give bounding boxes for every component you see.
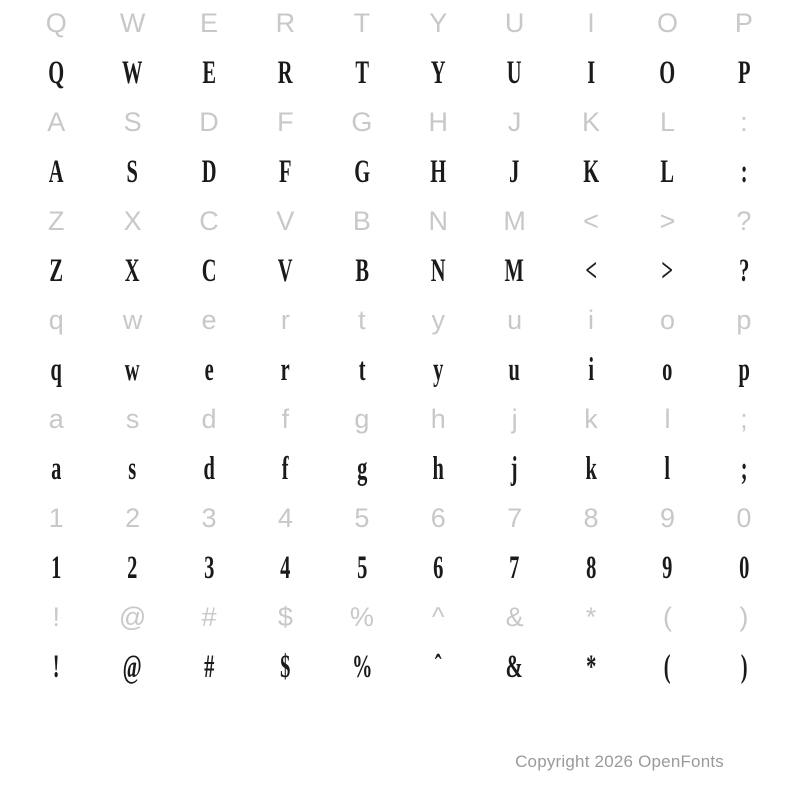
sample-glyph: Q (48, 55, 65, 91)
sample-glyph: K (583, 154, 600, 190)
reference-glyph: F (277, 107, 294, 137)
sample-glyph: ? (738, 253, 749, 289)
reference-glyph: d (201, 404, 217, 434)
reference-glyph: i (588, 305, 595, 335)
sample-glyph: J (509, 154, 520, 190)
reference-glyph: # (201, 602, 217, 632)
reference-glyph: C (199, 206, 219, 236)
reference-glyph: N (428, 206, 448, 236)
reference-glyph: $ (277, 602, 293, 632)
sample-glyph: a (51, 451, 62, 487)
sample-glyph: I (587, 55, 596, 91)
reference-glyph: t (358, 305, 366, 335)
reference-glyph: @ (118, 602, 147, 632)
reference-glyph: r (280, 305, 290, 335)
reference-glyph: a (48, 404, 64, 434)
reference-glyph: o (659, 305, 675, 335)
sample-glyph: p (738, 352, 750, 388)
reference-row (18, 99, 782, 146)
sample-glyph: ( (664, 649, 671, 685)
reference-glyph: O (656, 8, 678, 38)
sample-glyph: u (508, 352, 521, 388)
sample-glyph: d (203, 451, 215, 487)
sample-glyph: M (504, 253, 525, 289)
sample-glyph: Y (430, 55, 446, 91)
specimen-row-group (18, 396, 782, 495)
sample-glyph: % (351, 649, 373, 685)
sample-row (18, 443, 782, 495)
sample-glyph: j (511, 451, 519, 487)
sample-glyph: ) (740, 649, 748, 685)
reference-glyph: T (353, 8, 371, 38)
sample-glyph: f (282, 451, 289, 487)
reference-glyph: p (736, 305, 752, 335)
reference-glyph: > (659, 206, 676, 236)
reference-glyph: ( (662, 602, 672, 632)
reference-glyph: < (583, 206, 599, 236)
sample-glyph: ˆ (434, 649, 442, 685)
reference-glyph: 5 (354, 503, 370, 533)
sample-glyph: 2 (127, 550, 138, 586)
reference-glyph: % (349, 602, 374, 632)
reference-glyph: ? (736, 206, 752, 236)
reference-glyph: A (47, 107, 66, 137)
specimen-row-group (18, 0, 782, 99)
reference-row (18, 198, 782, 245)
reference-glyph: ! (52, 602, 60, 632)
reference-row (18, 594, 782, 641)
reference-row (18, 495, 782, 542)
reference-glyph: H (428, 107, 448, 137)
specimen-row-group (18, 198, 782, 297)
sample-glyph: h (432, 451, 444, 487)
reference-glyph: q (48, 305, 64, 335)
reference-glyph: ) (739, 602, 749, 632)
reference-glyph: l (664, 404, 671, 434)
sample-glyph: U (507, 55, 523, 91)
sample-glyph: 1 (51, 550, 62, 586)
sample-glyph: V (278, 253, 293, 289)
sample-row (18, 47, 782, 99)
sample-glyph: o (662, 352, 673, 388)
sample-glyph: e (204, 352, 214, 388)
sample-glyph: 4 (280, 550, 291, 586)
sample-row (18, 344, 782, 396)
sample-glyph: F (279, 154, 292, 190)
sample-glyph: $ (280, 649, 291, 685)
reference-glyph: h (430, 404, 446, 434)
reference-row (18, 0, 782, 47)
reference-glyph: R (275, 8, 296, 38)
sample-glyph: : (740, 154, 748, 190)
reference-glyph: Y (429, 8, 448, 38)
reference-glyph: s (125, 404, 140, 434)
sample-glyph: P (737, 55, 751, 91)
reference-glyph: E (200, 8, 219, 38)
sample-glyph: w (125, 352, 141, 388)
sample-glyph: O (659, 55, 676, 91)
reference-glyph: w (122, 305, 143, 335)
sample-glyph: R (278, 55, 293, 91)
sample-glyph: W (122, 55, 143, 91)
reference-glyph: k (584, 404, 598, 434)
reference-glyph: K (582, 107, 601, 137)
sample-glyph: 3 (203, 550, 215, 586)
reference-glyph: * (585, 602, 597, 632)
reference-glyph: V (276, 206, 295, 236)
specimen-row-group (18, 495, 782, 594)
reference-glyph: e (201, 305, 217, 335)
reference-glyph: f (281, 404, 290, 434)
reference-glyph: g (354, 404, 370, 434)
reference-glyph: Z (47, 206, 65, 236)
reference-glyph: j (511, 404, 518, 434)
reference-glyph: W (119, 8, 146, 38)
sample-glyph: i (588, 352, 594, 388)
sample-glyph: l (664, 451, 671, 487)
sample-glyph: T (354, 55, 369, 91)
reference-glyph: 8 (583, 503, 599, 533)
reference-glyph: P (734, 8, 753, 38)
reference-glyph: 3 (201, 503, 217, 533)
sample-glyph: A (48, 154, 64, 190)
reference-glyph: D (199, 107, 219, 137)
reference-glyph: y (431, 305, 445, 335)
sample-glyph: N (430, 253, 446, 289)
sample-glyph: 9 (662, 550, 673, 586)
sample-glyph: k (585, 451, 597, 487)
sample-glyph: @ (123, 649, 143, 685)
reference-glyph: L (659, 107, 675, 137)
reference-glyph: 4 (277, 503, 293, 533)
sample-glyph: * (585, 649, 597, 685)
sample-glyph: s (128, 451, 137, 487)
reference-glyph: S (123, 107, 142, 137)
sample-glyph: E (202, 55, 216, 91)
reference-row (18, 396, 782, 443)
sample-glyph: & (506, 649, 524, 685)
sample-glyph: X (125, 253, 141, 289)
sample-glyph: G (353, 154, 370, 190)
reference-glyph: 1 (48, 503, 64, 533)
reference-glyph: B (352, 206, 371, 236)
reference-glyph: Q (45, 8, 67, 38)
reference-glyph: 2 (125, 503, 141, 533)
sample-glyph: 5 (356, 550, 367, 586)
reference-glyph: u (507, 305, 523, 335)
sample-glyph: S (126, 154, 139, 190)
reference-glyph: 0 (736, 503, 752, 533)
reference-glyph: 7 (507, 503, 523, 533)
reference-glyph: G (351, 107, 373, 137)
specimen-row-group (18, 594, 782, 693)
sample-glyph: < (585, 253, 597, 289)
sample-glyph: 8 (585, 550, 597, 586)
reference-glyph: I (587, 8, 595, 38)
sample-glyph: ; (740, 451, 748, 487)
reference-glyph: 6 (430, 503, 446, 533)
sample-glyph: # (203, 649, 215, 685)
sample-glyph: Z (49, 253, 64, 289)
reference-glyph: & (505, 602, 524, 632)
reference-glyph: 9 (659, 503, 675, 533)
sample-glyph: q (50, 352, 62, 388)
reference-glyph: ; (740, 404, 748, 434)
sample-glyph: D (201, 154, 217, 190)
sample-glyph: L (660, 154, 675, 190)
reference-row (18, 297, 782, 344)
sample-glyph: 7 (509, 550, 520, 586)
sample-glyph: B (354, 253, 369, 289)
sample-glyph: C (201, 253, 217, 289)
sample-glyph: H (430, 154, 447, 190)
copyright-notice: Copyright 2026 OpenFonts (515, 752, 724, 771)
reference-glyph: : (740, 107, 748, 137)
specimen-row-group (18, 99, 782, 198)
sample-row (18, 146, 782, 198)
sample-glyph: g (356, 451, 367, 487)
sample-glyph: r (280, 352, 290, 388)
reference-glyph: ^ (431, 602, 445, 632)
sample-glyph: > (661, 253, 674, 289)
sample-glyph: 6 (433, 550, 444, 586)
reference-glyph: X (123, 206, 142, 236)
sample-glyph: t (358, 352, 366, 388)
sample-row (18, 641, 782, 693)
reference-glyph: U (504, 8, 525, 38)
sample-glyph: ! (52, 649, 60, 685)
sample-glyph: y (433, 352, 444, 388)
reference-glyph: M (503, 206, 526, 236)
sample-glyph: 0 (738, 550, 749, 586)
specimen-row-group (18, 297, 782, 396)
reference-glyph: J (507, 107, 522, 137)
sample-row (18, 245, 782, 297)
sample-row (18, 542, 782, 594)
